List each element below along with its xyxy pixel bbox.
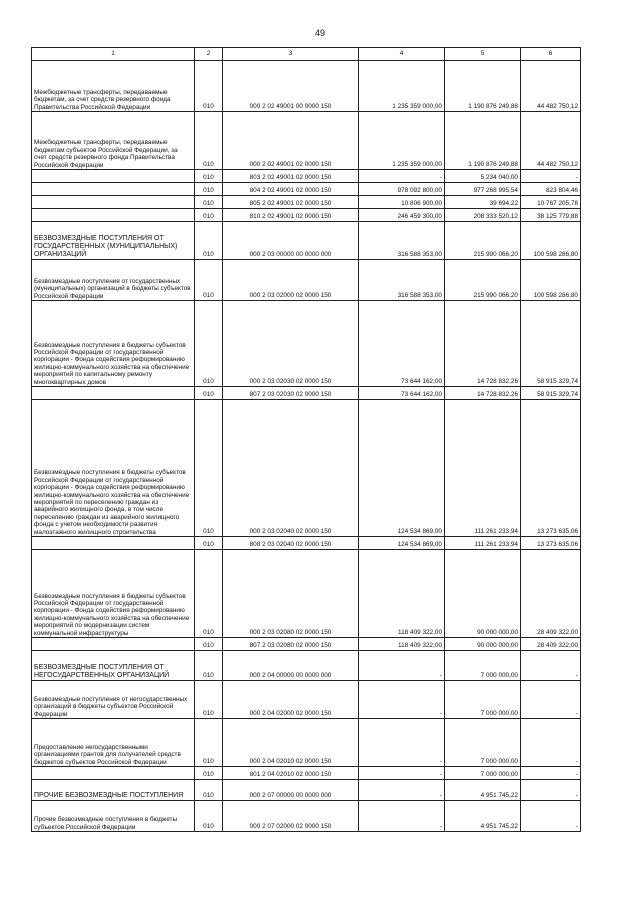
column-header: 3 [223, 48, 359, 61]
row-line-code: 010 [195, 537, 223, 550]
row-description [32, 170, 195, 183]
table-row [32, 550, 581, 638]
row-executed: 215 990 066,20 [445, 260, 521, 301]
page-number: 49 [314, 28, 325, 38]
row-budget-code: 000 2 04 00000 00 0000 000 [223, 651, 359, 681]
row-budget-code: 000 2 03 02040 02 0000 150 [223, 400, 359, 537]
row-description: Безвозмездные поступления в бюджеты субъектов Российской Федерации от государственной корпорации - Фонда содействия реформированию жилищно-коммунального хозяйства на обеспечение мероприятий по модернизации систем коммунальной инфраструктуры [32, 550, 195, 638]
row-budget-code: 801 2 04 02010 02 0000 150 [223, 767, 359, 780]
row-executed: 14 728 832,26 [445, 301, 521, 387]
table-row [32, 222, 581, 260]
row-unexecuted: - [521, 170, 581, 183]
row-budget-code: 000 2 03 02080 02 0000 150 [223, 550, 359, 638]
table-row [32, 301, 581, 387]
row-budget-code: 810 2 02 49001 02 0000 150 [223, 209, 359, 222]
table-row [32, 196, 581, 209]
row-budget-code: 000 2 02 49001 02 0000 150 [223, 112, 359, 170]
row-description [32, 638, 195, 651]
row-executed: 5 234 040,00 [445, 170, 521, 183]
column-header: 6 [521, 48, 581, 61]
row-unexecuted: 58 915 329,74 [521, 301, 581, 387]
row-line-code: 010 [195, 301, 223, 387]
table-row [32, 537, 581, 550]
row-line-code: 010 [195, 681, 223, 719]
header-row [32, 48, 581, 61]
row-executed: 14 728 832,26 [445, 387, 521, 400]
row-approved: - [359, 651, 445, 681]
row-line-code: 010 [195, 387, 223, 400]
column-header: 1 [32, 48, 195, 61]
row-unexecuted: - [521, 681, 581, 719]
row-unexecuted: - [521, 719, 581, 767]
row-unexecuted: - [521, 801, 581, 832]
row-executed: 90 000 000,00 [445, 638, 521, 651]
row-unexecuted: 10 767 205,78 [521, 196, 581, 209]
row-description: Безвозмездные поступления от негосударственных организаций в бюджеты субъектов Российской Федерации [32, 681, 195, 719]
row-unexecuted: 100 598 286,80 [521, 260, 581, 301]
table-row [32, 801, 581, 832]
row-line-code: 010 [195, 222, 223, 260]
row-description [32, 537, 195, 550]
row-approved: 10 806 900,00 [359, 196, 445, 209]
row-description: Прочие безвозмездные поступления в бюджеты субъектов Российской Федерации [32, 801, 195, 832]
row-line-code: 010 [195, 550, 223, 638]
row-executed: 1 190 876 249,88 [445, 112, 521, 170]
row-budget-code: 000 2 04 02000 02 0000 150 [223, 681, 359, 719]
row-description: Безвозмездные поступления от государственных (муниципальных) организаций в бюджеты субъектов Российской Федерации [32, 260, 195, 301]
row-approved: 1 235 359 000,00 [359, 61, 445, 112]
row-approved: 118 409 322,00 [359, 638, 445, 651]
row-line-code: 010 [195, 767, 223, 780]
row-approved: - [359, 681, 445, 719]
table-row [32, 61, 581, 112]
row-executed: 111 261 233,94 [445, 400, 521, 537]
revenue-table [31, 47, 581, 832]
row-executed: 1 190 876 249,88 [445, 61, 521, 112]
row-unexecuted: - [521, 767, 581, 780]
row-unexecuted: 823 804,46 [521, 183, 581, 196]
table-row [32, 387, 581, 400]
row-approved: 118 409 322,00 [359, 550, 445, 638]
row-budget-code: 808 2 03 02040 02 0000 150 [223, 537, 359, 550]
table-row [32, 719, 581, 767]
row-unexecuted: 28 409 322,00 [521, 638, 581, 651]
row-budget-code: 803 2 02 49001 02 0000 150 [223, 170, 359, 183]
row-description: ПРОЧИЕ БЕЗВОЗМЕЗДНЫЕ ПОСТУПЛЕНИЯ [32, 780, 195, 801]
row-unexecuted: 44 482 750,12 [521, 61, 581, 112]
row-budget-code: 807 2 03 02030 02 0000 150 [223, 387, 359, 400]
row-line-code: 010 [195, 209, 223, 222]
row-budget-code: 000 2 07 00000 00 0000 000 [223, 780, 359, 801]
row-budget-code: 000 2 03 02000 02 0000 150 [223, 260, 359, 301]
row-approved: 73 644 162,00 [359, 387, 445, 400]
row-description [32, 387, 195, 400]
row-unexecuted: 44 482 750,12 [521, 112, 581, 170]
row-approved: 316 588 353,00 [359, 260, 445, 301]
row-line-code: 010 [195, 651, 223, 681]
table-row [32, 112, 581, 170]
row-executed: 7 000 000,00 [445, 651, 521, 681]
row-description [32, 767, 195, 780]
row-approved: 73 644 162,00 [359, 301, 445, 387]
row-executed: 90 000 000,00 [445, 550, 521, 638]
row-line-code: 010 [195, 260, 223, 301]
row-line-code: 010 [195, 400, 223, 537]
row-executed: 215 990 066,20 [445, 222, 521, 260]
row-line-code: 010 [195, 780, 223, 801]
row-description: БЕЗВОЗМЕЗДНЫЕ ПОСТУПЛЕНИЯ ОТ НЕГОСУДАРСТВЕННЫХ ОРГАНИЗАЦИЙ [32, 651, 195, 681]
row-executed: 4 951 745,22 [445, 780, 521, 801]
row-unexecuted: 13 273 635,06 [521, 400, 581, 537]
row-executed: 7 000 000,00 [445, 767, 521, 780]
row-approved: 246 459 300,00 [359, 209, 445, 222]
row-budget-code: 000 2 03 02030 02 0000 150 [223, 301, 359, 387]
row-unexecuted: - [521, 651, 581, 681]
row-line-code: 010 [195, 196, 223, 209]
row-line-code: 010 [195, 719, 223, 767]
column-header: 4 [359, 48, 445, 61]
row-unexecuted: 38 125 779,88 [521, 209, 581, 222]
row-budget-code: 000 2 07 02000 02 0000 150 [223, 801, 359, 832]
row-unexecuted: - [521, 780, 581, 801]
row-approved: - [359, 780, 445, 801]
table-row [32, 681, 581, 719]
row-description: БЕЗВОЗМЕЗДНЫЕ ПОСТУПЛЕНИЯ ОТ ГОСУДАРСТВЕННЫХ (МУНИЦИПАЛЬНЫХ) ОРГАНИЗАЦИЙ [32, 222, 195, 260]
row-executed: 977 268 995,54 [445, 183, 521, 196]
table-row [32, 170, 581, 183]
row-executed: 4 951 745,22 [445, 801, 521, 832]
row-unexecuted: 13 273 635,06 [521, 537, 581, 550]
row-description: Межбюджетные трансферты, передаваемые бюджетам, за счет средств резервного фонда Правительства Российской Федерации [32, 61, 195, 112]
row-unexecuted: 100 598 286,80 [521, 222, 581, 260]
row-approved: - [359, 801, 445, 832]
row-approved: - [359, 767, 445, 780]
row-line-code: 010 [195, 801, 223, 832]
column-header: 5 [445, 48, 521, 61]
row-budget-code: 000 2 04 02010 02 0000 150 [223, 719, 359, 767]
table-row [32, 638, 581, 651]
table-row [32, 651, 581, 681]
row-line-code: 010 [195, 112, 223, 170]
row-line-code: 010 [195, 183, 223, 196]
row-executed: 39 694,22 [445, 196, 521, 209]
row-executed: 208 333 520,12 [445, 209, 521, 222]
table-row [32, 183, 581, 196]
row-approved: 978 092 800,00 [359, 183, 445, 196]
row-line-code: 010 [195, 170, 223, 183]
row-line-code: 010 [195, 638, 223, 651]
row-description: Безвозмездные поступления в бюджеты субъектов Российской Федерации от государственной корпорации - Фонда содействия реформированию жилищно-коммунального хозяйства на обеспечение мероприятий по капитальному ремонту многоквартирных домов [32, 301, 195, 387]
row-approved: - [359, 170, 445, 183]
row-budget-code: 000 2 03 00000 00 0000 000 [223, 222, 359, 260]
row-approved: - [359, 719, 445, 767]
table-row [32, 400, 581, 537]
row-description: Межбюджетные трансферты, передаваемые бюджетам субъектов Российской Федерации, за счет средств резервного фонда Правительства Российской Федерации [32, 112, 195, 170]
row-approved: 316 588 353,00 [359, 222, 445, 260]
table-row [32, 780, 581, 801]
row-description: Безвозмездные поступления в бюджеты субъектов Российской Федерации от государственной корпорации - Фонда содействия реформированию жилищно-коммунального хозяйства на обеспечение мероприятий по переселению граждан из аварийного жилищного фонда, в том числе переселению граждан из аварийного жилищного фонда с учетом необходимости развития малоэтажного жилищного строительства [32, 400, 195, 537]
column-header: 2 [195, 48, 223, 61]
row-description [32, 196, 195, 209]
row-executed: 7 000 000,00 [445, 681, 521, 719]
row-budget-code: 805 2 02 49001 02 0000 150 [223, 196, 359, 209]
row-description [32, 209, 195, 222]
table-row [32, 260, 581, 301]
row-budget-code: 804 2 02 49001 02 0000 150 [223, 183, 359, 196]
row-executed: 111 261 233,94 [445, 537, 521, 550]
table-row [32, 209, 581, 222]
row-budget-code: 807 2 03 02080 02 0000 150 [223, 638, 359, 651]
row-budget-code: 000 2 02 49001 00 0000 150 [223, 61, 359, 112]
row-approved: 124 534 869,00 [359, 400, 445, 537]
row-executed: 7 000 000,00 [445, 719, 521, 767]
row-description: Предоставление негосударственными организациями грантов для получателей средств бюджетов субъектов Российской Федерации [32, 719, 195, 767]
row-description [32, 183, 195, 196]
row-unexecuted: 58 915 329,74 [521, 387, 581, 400]
row-line-code: 010 [195, 61, 223, 112]
row-approved: 124 534 869,00 [359, 537, 445, 550]
row-unexecuted: 28 409 322,00 [521, 550, 581, 638]
table-row [32, 767, 581, 780]
row-approved: 1 235 359 000,00 [359, 112, 445, 170]
